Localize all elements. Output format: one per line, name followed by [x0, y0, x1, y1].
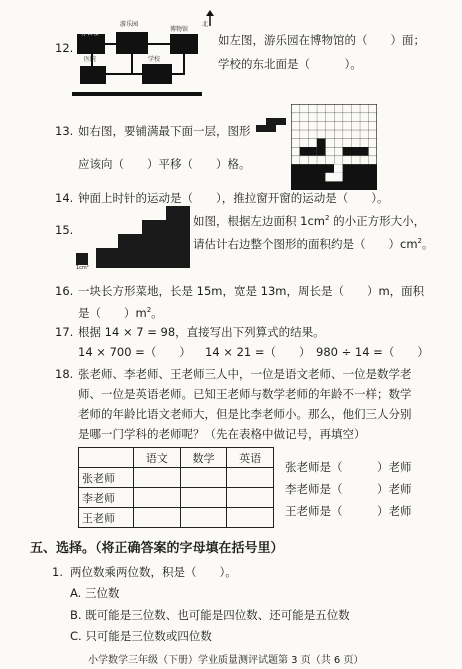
q15-number: 15. — [55, 223, 74, 237]
table-header-cell: 数学 — [180, 448, 227, 468]
table-cell[interactable] — [227, 508, 274, 528]
q16-line1: 一块长方形菜地，长是 15m，宽是 13m，周长是（ ）m，面积 — [78, 284, 425, 298]
q16-line2: 是（ ）$m^2$。 — [78, 306, 163, 320]
q17-text: 根据 14 × 7 = 98，直接写出下列算式的结果。 — [78, 325, 325, 339]
q13-number: 13. — [55, 124, 74, 138]
table-row-label: 李老师 — [79, 488, 134, 508]
q12-number: 12. — [55, 41, 74, 55]
table-row — [79, 508, 274, 528]
q18-number: 18. — [55, 367, 74, 381]
c1-option-c: C. 只可能是三位数或四位数 — [70, 629, 212, 643]
q15-line2: 请估计右边整个图形的面积约是（ ）$cm^2$。 — [193, 237, 434, 251]
q13-line2: 应该向（ ）平移（ ）格。 — [78, 157, 251, 171]
table-cell[interactable] — [227, 468, 274, 488]
map-label-office: 办公楼 — [81, 30, 100, 37]
table-cell[interactable] — [134, 508, 181, 528]
q15-line1: 如图，根据左边面积 $1cm^2$ 的小正方形大小， — [193, 214, 426, 228]
q12-line1: 如左图，游乐园在博物馆的（ ）面； — [218, 33, 425, 47]
c1-number: 1. — [52, 565, 63, 579]
q13-grid — [291, 104, 377, 190]
map-label-park: 游乐园 — [120, 21, 139, 28]
section5-title: 五、选择。（将正确答案的字母填在括号里） — [30, 541, 284, 556]
q13-tetromino-icon — [256, 118, 286, 132]
table-cell[interactable] — [227, 488, 274, 508]
q17-number: 17. — [55, 325, 74, 339]
q14-number: 14. — [55, 191, 74, 205]
q13-line1: 如右图，要铺满最下面一层，图形 — [78, 124, 251, 138]
c1-option-a: A. 三位数 — [70, 586, 120, 600]
c1-text: 两位数乘两位数，积是（ ）。 — [70, 565, 237, 579]
q18-line1: 张老师、李老师、王老师三人中，一位是语文老师、一位是数学老 — [78, 367, 412, 381]
table-cell[interactable] — [180, 508, 227, 528]
q14-text: 钟面上时针的运动是（ ），推拉窗开窗的运动是（ ）。 — [78, 191, 389, 205]
q18-line3: 老师的年龄比语文老师大，但是比李老师小。那么，他们三人分别 — [78, 407, 412, 421]
q18-answer-2: 李老师是（ ）老师 — [285, 482, 412, 496]
table-header-cell — [79, 448, 134, 468]
table-header-row — [79, 448, 274, 468]
table-cell[interactable] — [134, 488, 181, 508]
q16-number: 16. — [55, 284, 74, 298]
map-label-museum: 博物馆 — [170, 26, 189, 33]
q18-answer-3: 王老师是（ ）老师 — [285, 504, 412, 518]
q15-staircase-figure — [96, 206, 190, 268]
table-row — [79, 488, 274, 508]
map-label-hospital: 医院 — [84, 56, 97, 63]
table-row-label: 王老师 — [79, 508, 134, 528]
q12-map — [72, 8, 217, 98]
table-row — [79, 468, 274, 488]
table-row-label: 张老师 — [79, 468, 134, 488]
table-cell[interactable] — [180, 468, 227, 488]
q18-table — [78, 447, 274, 528]
map-label-school: 学校 — [148, 56, 161, 63]
page-footer: 小学数学三年级（下册）学业质量测评试题第 3 页（共 6 页） — [88, 655, 364, 666]
q15-unit-square — [76, 253, 88, 265]
table-header-cell: 语文 — [134, 448, 181, 468]
q18-line2: 师、一位是英语老师。已知王老师与数学老师的年龄不一样；数学 — [78, 387, 412, 401]
map-label-north: 北 — [202, 21, 209, 28]
c1-option-b: B. 既可能是三位数、也可能是四位数、还可能是五位数 — [70, 608, 350, 622]
table-header-cell: 英语 — [227, 448, 274, 468]
q12-line2: 学校的东北面是（ ）。 — [218, 57, 362, 71]
q15-unit-label: 1cm² — [76, 265, 89, 271]
q17-expr-2: 14 × 21 =（ ） — [205, 345, 311, 359]
q18-line4: 是哪一门学科的老师呢？（先在表格中做记号，再填空） — [78, 427, 366, 441]
q18-answer-1: 张老师是（ ）老师 — [285, 460, 412, 474]
table-cell[interactable] — [180, 488, 227, 508]
table-cell[interactable] — [134, 468, 181, 488]
q17-expr-3: 980 ÷ 14 =（ ） — [316, 345, 429, 359]
q17-expr-1: 14 × 700 =（ ） — [78, 345, 191, 359]
